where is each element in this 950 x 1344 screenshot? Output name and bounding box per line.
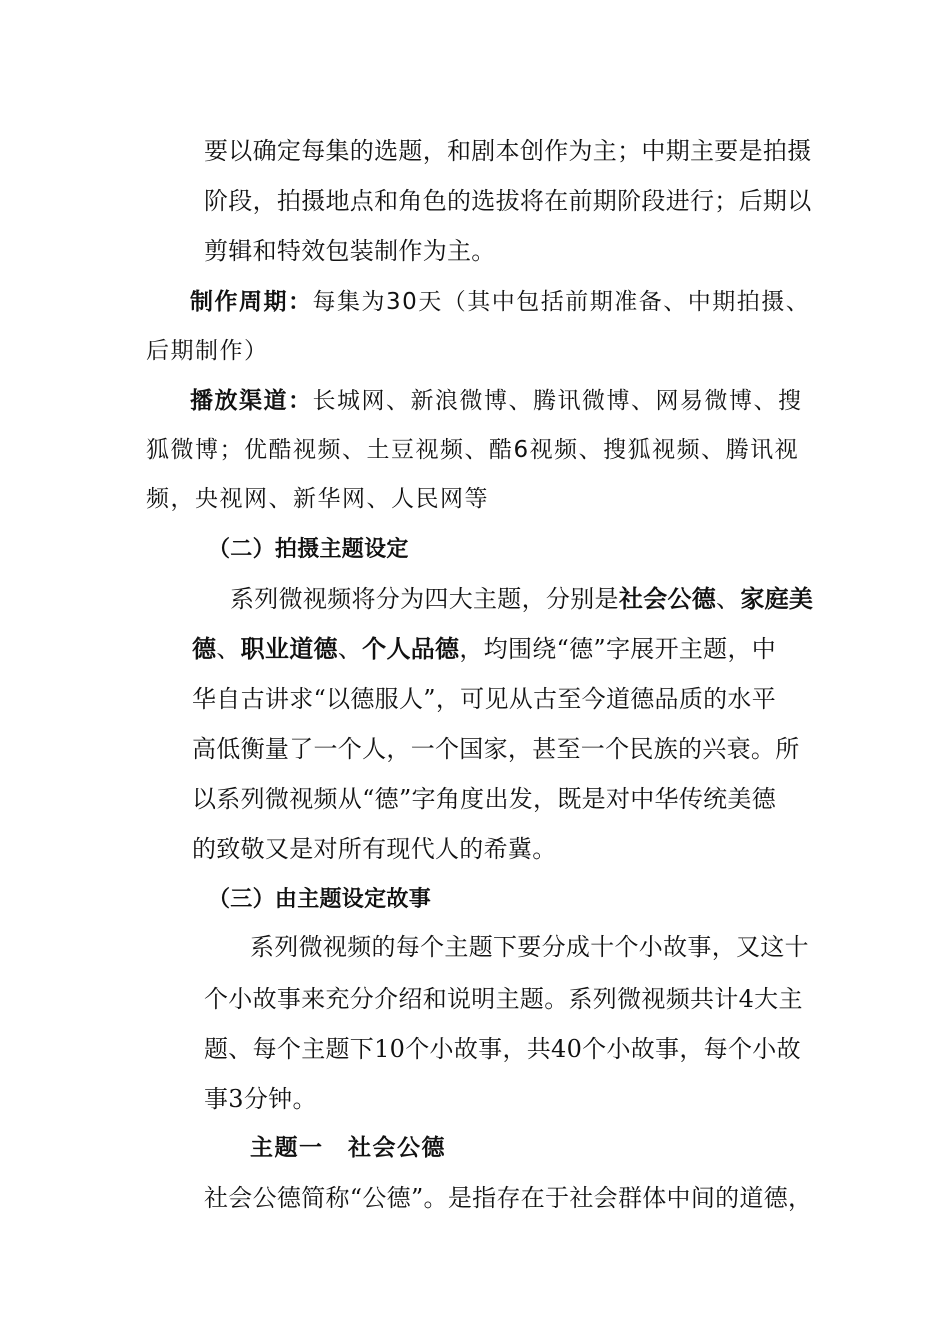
bold-term: 社会公德 — [618, 584, 717, 613]
paragraph-line: 阶段，拍摄地点和角色的选拔将在前期阶段进行；后期以 — [204, 187, 812, 215]
paragraph-line: 要以确定每集的选题，和剧本创作为主；中期主要是拍摄 — [204, 137, 812, 165]
channels-line — [190, 384, 803, 418]
channels-line-2: 狐微博；优酷视频、土豆视频、酷6视频、搜狐视频、腾讯视 — [146, 437, 800, 463]
bold-term: 职业道德 — [240, 634, 338, 663]
channels-line-3: 频，央视网、新华网、人民网等 — [146, 486, 489, 512]
bold-term: 个人品德 — [362, 634, 460, 663]
channels-label: 播放渠道： — [190, 388, 313, 414]
bold-term: 德 — [192, 634, 217, 663]
stories-line-1: 系列微视频的每个主题下要分成十个小故事，又这十 — [250, 933, 809, 961]
stories-line-3: 题、每个主题下10个小故事，共40个小故事，每个小故 — [204, 1035, 801, 1063]
channels-text: 长城网、新浪微博、腾讯微博、网易微博、搜 — [312, 388, 803, 414]
paragraph-line: 社会公德简称“公德”。是指存在于社会群体中间的道德， — [204, 1184, 813, 1212]
themes-line-1 — [230, 582, 813, 616]
text-run: 、 — [216, 635, 241, 663]
production-cycle-text: 每集为30天（其中包括前期准备、中期拍摄、 — [312, 289, 811, 315]
theme-one-heading: 主题一 社会公德 — [250, 1135, 446, 1161]
production-cycle-label: 制作周期： — [190, 289, 313, 315]
production-cycle-line — [190, 285, 810, 319]
text-run: 、 — [337, 635, 363, 663]
stories-line-4: 事3分钟。 — [204, 1085, 317, 1113]
bold-term: 家庭美 — [740, 584, 814, 613]
section-heading: （二）拍摄主题设定 — [208, 536, 409, 562]
text-run: ，均围绕“德”字展开主题，中 — [459, 635, 777, 663]
section-heading: （三）由主题设定故事 — [208, 886, 432, 912]
stories-line-2: 个小故事来充分介绍和说明主题。系列微视频共计4大主 — [204, 985, 803, 1013]
themes-line-6: 的致敬又是对所有现代人的希冀。 — [192, 835, 557, 863]
themes-line-4: 高低衡量了一个人，一个国家，甚至一个民族的兴衰。所 — [192, 735, 800, 763]
paragraph-line: 剪辑和特效包装制作为主。 — [204, 237, 496, 265]
themes-line-3: 华自古讲求“以德服人”，可见从古至今道德品质的水平 — [192, 685, 777, 713]
production-cycle-line-2: 后期制作） — [146, 338, 269, 364]
text-run: 系列微视频将分为四大主题，分别是 — [230, 585, 619, 613]
themes-line-2 — [192, 632, 776, 666]
themes-line-5: 以系列微视频从“德”字角度出发，既是对中华传统美德 — [192, 785, 777, 813]
text-run: 、 — [716, 585, 741, 613]
